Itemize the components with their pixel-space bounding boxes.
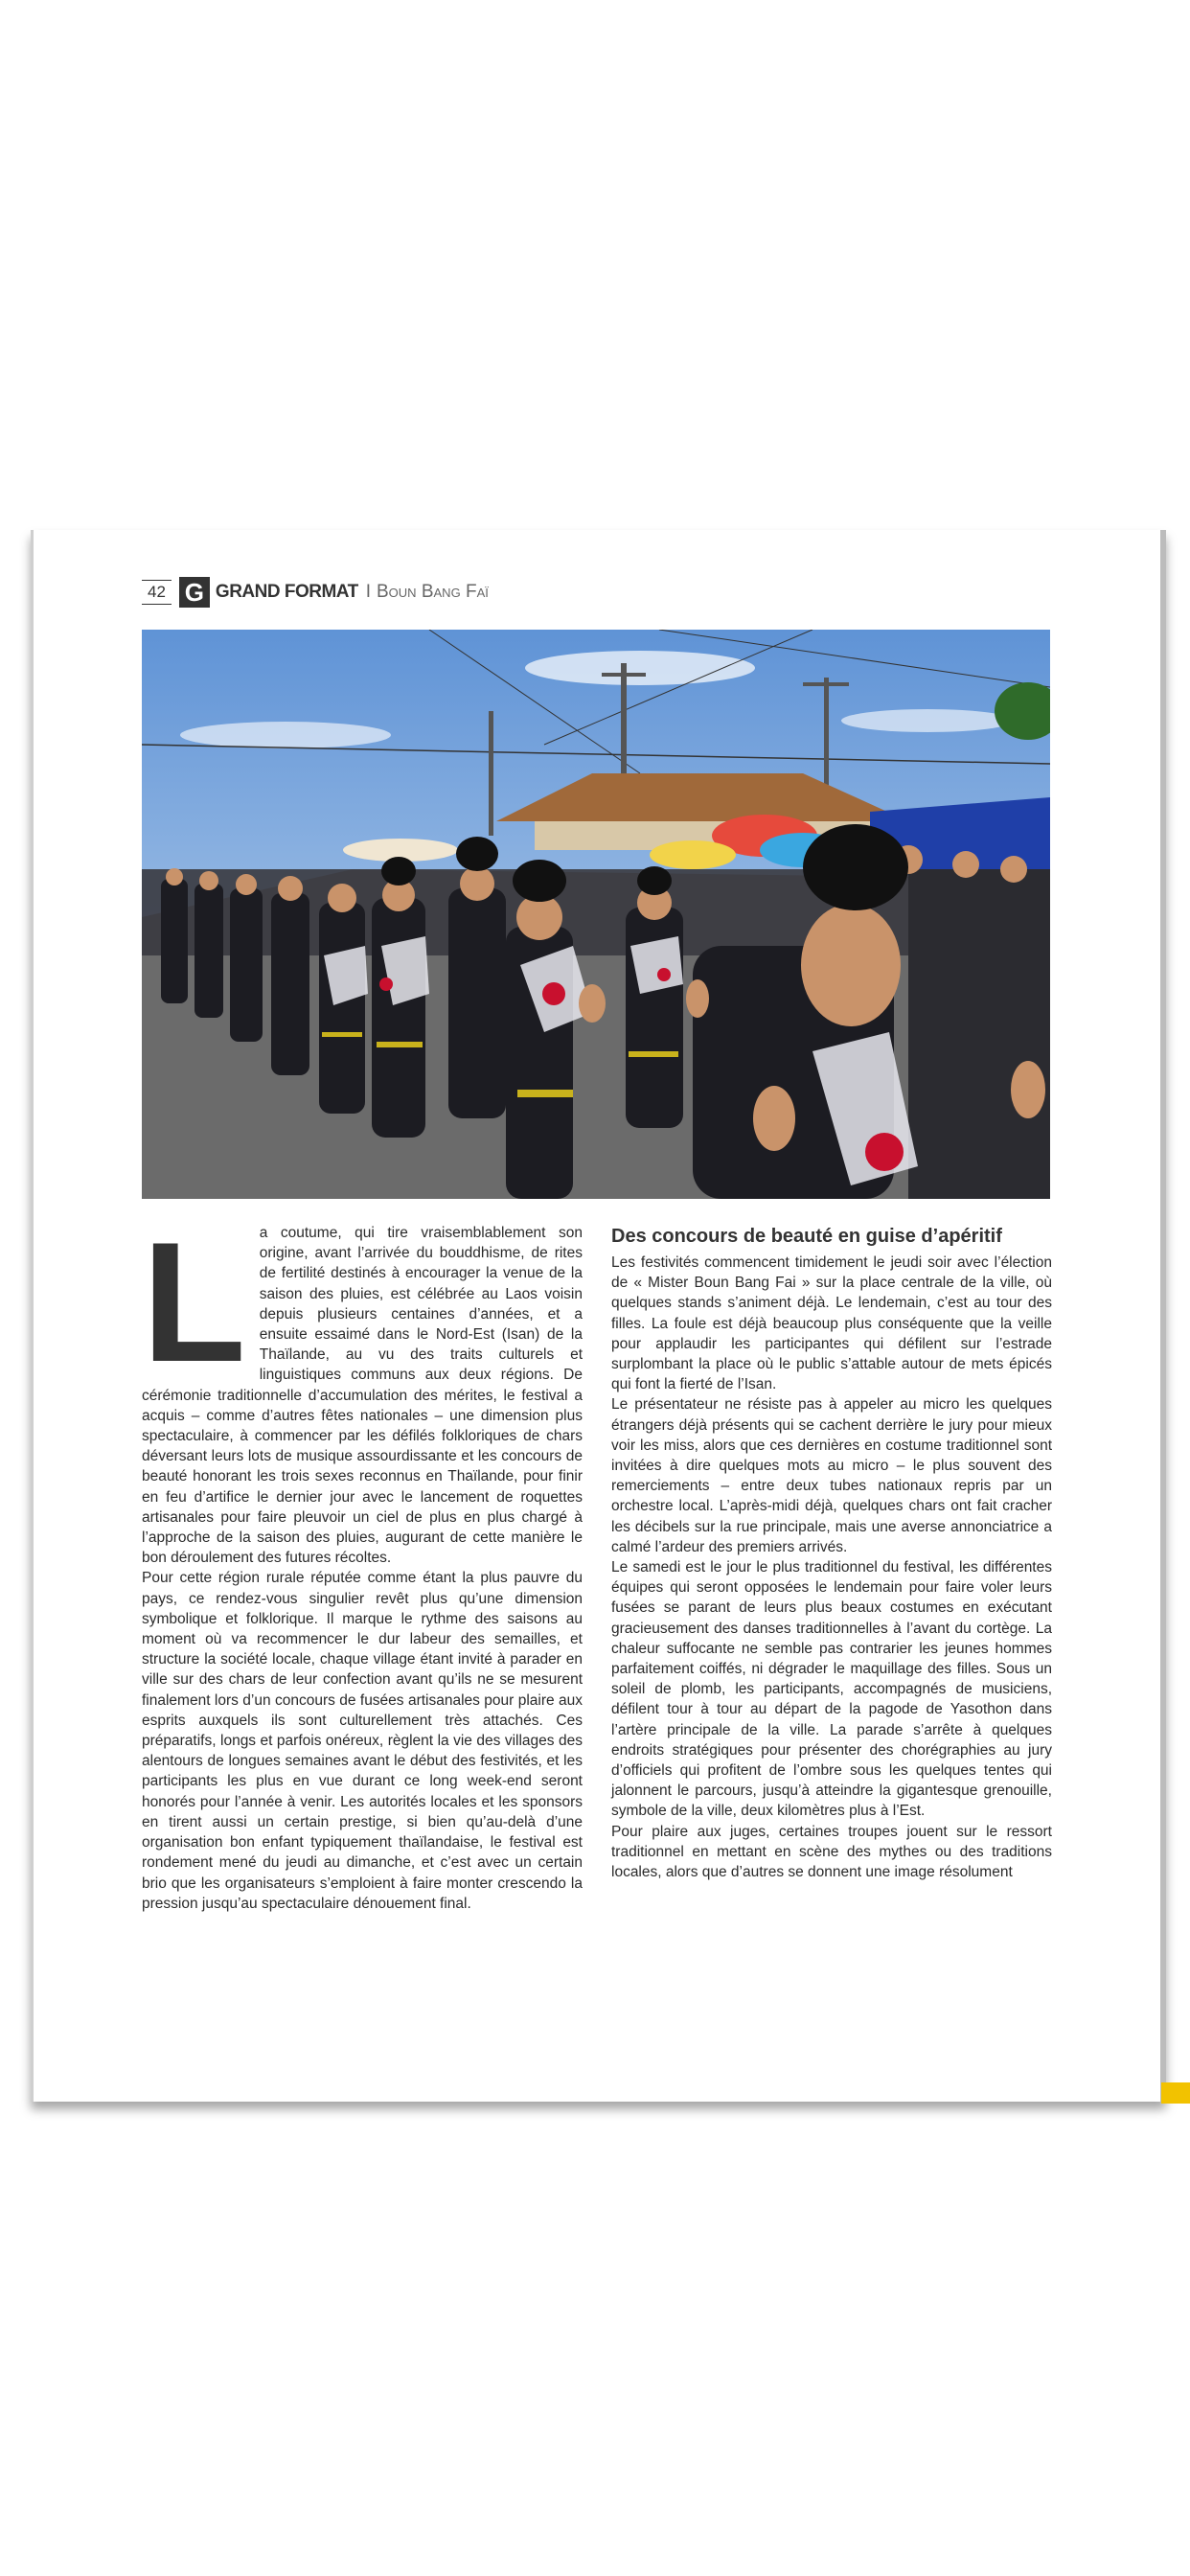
paragraph: Pour plaire aux juges, certaines troupes jouent sur le ressort traditionnel en mettant en scène des mythes ou des traditions locales, alors que d’autres se donnent une image résolument [611, 1823, 1052, 1881]
section-title: GRAND FORMAT [215, 582, 358, 602]
article-subject: Boun Bang Faï [377, 582, 489, 602]
paragraph: Pour cette région rurale réputée comme étant la plus pauvre du pays, ce rendez-vous singulier revêt plus qu’une dimension symbolique et folklorique. Il marque le rythme des saisons au moment où va recommencer le dur labeur des semailles, et structure la société locale, chaque village étant invité à parader en ville sur des chars de leur confection avant qu’ils ne se mesurent finalement lors d’un concours de fusées artisanales pour plaire aux esprits auxquels ils sont culturellement très attachés. Ces préparatifs, longs et parfois onéreux, règlent la vie des villages des alentours de longues semaines avant le début des festivités, et les participants les plus en vue durant ce long week-end seront honorés pour l’année à venir. Les autorités locales et les sponsors en tirent aussi un certain prestige, si bien qu’au-delà d’une organisation bon enfant typiquement thaïlandaise, le festival est rondement mené du jeudi au dimanche, et c’est avec un certain brio que les organisateurs s’emploient à faire monter crescendo la pression jusqu’au spectaculaire dénouement final. [142, 1570, 583, 1912]
header-separator: I [365, 582, 371, 602]
paragraph: Le samedi est le jour le plus traditionnel du festival, les différentes équipes qui seront opposées le lendemain pour faire voler leurs fusées se parant de leurs plus beaux costumes en exécutant gracieusement des danses traditionnelles à l’avant du cortège. La chaleur suffocante ne semble pas contrarier les jeunes hommes parfaitement coiffés, ni dégrader le maquillage des filles. Sous un soleil de plomb, les participants, accompagnés de musiciens, défilent tour à tour au départ de la pagode de Yasothon dans l’artère principale de la ville. La parade s’arrête à quelques endroits stratégiques pour présenter des chorégraphies au jury d’officiels qui profitent de l’ombre sous les quelques tentes qui jalonnent le parcours, jusqu’à atteindre la gigantesque grenouille, symbole de la ville, deux kilomètres plus à l’Est. [611, 1559, 1052, 1820]
magazine-logo: G [179, 577, 210, 608]
paragraph: Le présentateur ne résiste pas à appeler au micro les quelques étrangers déjà présents qui se cachent derrière le jury pour mieux voir les miss, alors que ces dernières en costume traditionnel sont invitées à dire quelques mots au micro – le plus souvent des remerciements – entre deux tubes nationaux repris par un orchestre local. L’après-midi déjà, quelques chars ont fait cracher les décibels sur la rue principale, mais une averse annonciatrice a calmé l’ardeur des premiers arrivés. [611, 1396, 1052, 1555]
paragraph: Les festivités commencent timidement le jeudi soir avec l’élection de « Mister Boun Bang Fai » sur la place centrale de la ville, où quelques stands s’animent déjà. Le lendemain, c’est au tour des filles. La foule est déjà beaucoup plus conséquente que la veille pour applaudir les participantes qui défilent sur l’estrade surplombant la place où le public s’attable autour de mets épicés qui font la fierté de l’Isan. [611, 1254, 1052, 1393]
subheading: Des concours de beauté en guise d’apéritif [611, 1226, 1002, 1247]
paragraph: a coutume, qui tire vraisemblablement son origine, avant l’arrivée du bouddhisme, de rites de fertilité destinés à encourager la venue de la saison des pluies, est célébrée au Laos voisin depuis plusieurs centaines d’années, et a ensuite essaimé dans le Nord-Est (Isan) de la Thaïlande, au vu des traits culturels et linguistiques communs aux deux régions. De cérémonie traditionnelle d’accumulation des mérites, le festival a acquis – comme d’autres fêtes nationales – une dimension plus spectaculaire, à commencer par les défilés folkloriques de chars déversant leurs lots de musique assourdissante et les concours de beauté honorant les trois sexes reconnus en Thaïlande, pour finir en feu d’artifice le dernier jour avec le lancement de roquettes artisanales pour faire pleuvoir un ciel de plus en plus chargé à l’approche de la saison des pluies, augurant de cette manière le bon déroulement des futures récoltes. [142, 1225, 583, 1567]
drop-cap: L [142, 1207, 246, 1397]
article-column-right [611, 1223, 1052, 1882]
page-number: 42 [142, 580, 172, 605]
page-edge-tab [1161, 2082, 1190, 2104]
article-column-left [142, 1207, 583, 1914]
festival-photo [142, 630, 1050, 1199]
page-header [142, 576, 489, 609]
magazine-page [31, 530, 1166, 2102]
